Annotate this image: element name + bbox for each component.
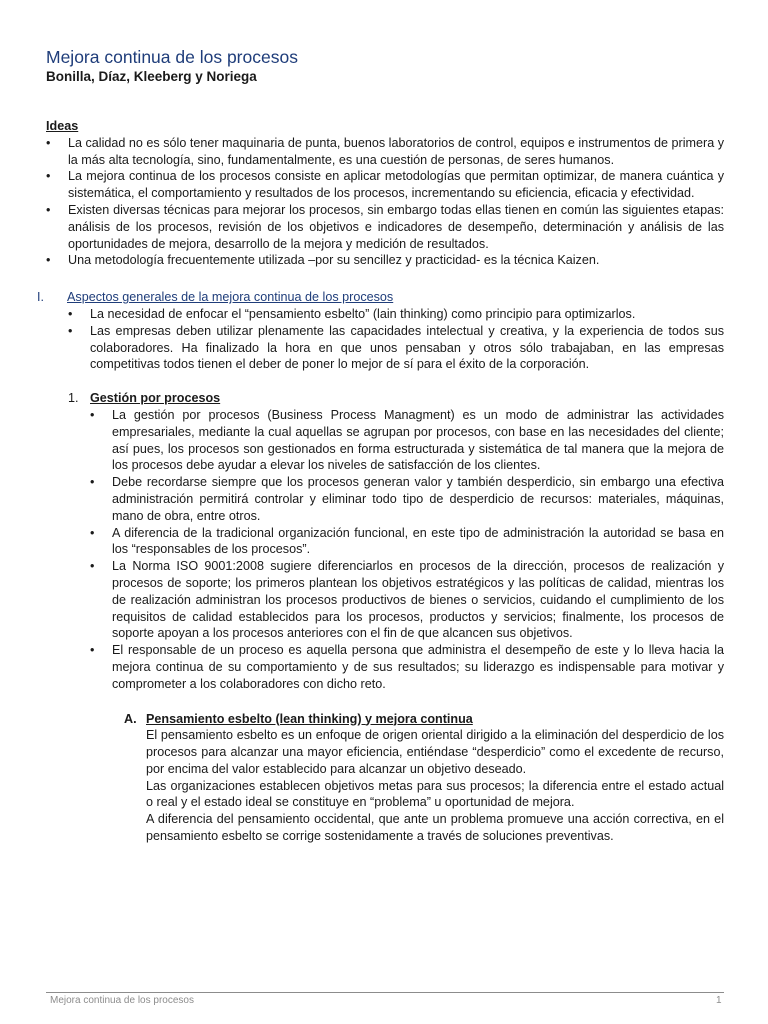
bullet-icon: • xyxy=(46,135,51,150)
footer-divider xyxy=(46,992,724,993)
list-item-text: La mejora continua de los procesos consiste en aplicar metodologías que permitan optimizar, de manera cuántica y sistemática, el comportamiento y resultados de los procesos, incrementando su eficiencia, eficacia y efectividad. xyxy=(68,169,724,201)
subsection-list xyxy=(90,407,724,693)
bullet-icon: • xyxy=(90,643,95,658)
list-item xyxy=(90,558,724,642)
list-item xyxy=(46,135,724,169)
ideas-heading: Ideas xyxy=(46,119,79,133)
list-item-text: La Norma ISO 9001:2008 sugiere diferenciarlos en procesos de la dirección, procesos de realización y procesos de soporte; los primeros plantean los objetivos estratégicos y las políticas de calidad, mientras los de realización administran los procesos productivos de bienes o servicios, cuidando el cumplimiento de los requisitos de calidad establecidos para los procesos, productos y servicios; finalmente, los procesos de soporte apoyan a los procesos anteriores con el fin de que alcancen sus objetivos. xyxy=(112,559,724,641)
footer-title: Mejora continua de los procesos xyxy=(50,995,194,1006)
section-number: I. xyxy=(37,290,44,305)
ideas-section xyxy=(46,118,724,269)
list-item-text: A diferencia de la tradicional organización funcional, en este tipo de administración la autoridad se basa en los “responsables de los procesos”. xyxy=(112,525,724,557)
bullet-icon: • xyxy=(90,525,95,540)
subsubsection-letter: A. xyxy=(124,711,137,726)
ideas-list xyxy=(46,135,724,269)
bullet-icon: • xyxy=(46,202,51,217)
list-item xyxy=(90,474,724,524)
section-list xyxy=(68,306,724,373)
list-item xyxy=(90,525,724,559)
bullet-icon: • xyxy=(46,253,51,268)
subsection-number: 1. xyxy=(68,391,79,406)
list-item-text: Debe recordarse siempre que los procesos generan valor y también desperdicio, sin embargo una efectiva administración permitirá controlar y eliminar todo tipo de desperdicio de recursos: materiales, máquinas, mano de obra, entre otros. xyxy=(112,475,724,523)
footer-page-number: 1 xyxy=(716,995,722,1006)
document-authors: Bonilla, Díaz, Kleeberg y Noriega xyxy=(46,69,257,84)
subsection-gestion-por-procesos xyxy=(68,390,724,845)
bullet-icon: • xyxy=(90,559,95,574)
list-item-text: La gestión por procesos (Business Process Managment) es un modo de administrar las actividades empresariales, mediante la cual aquellas se agrupan por procesos, con base en las necesidades del cliente; así pues, los procesos son gestionados en forma estructurada y sistemática de tal manera que la mejora de los procesos debe ayudar a elevar los niveles de satisfacción de los clientes. xyxy=(112,407,724,473)
list-item xyxy=(68,306,724,323)
bullet-icon: • xyxy=(90,407,95,422)
bullet-icon: • xyxy=(68,323,73,338)
paragraph: El pensamiento esbelto es un enfoque de origen oriental dirigido a la eliminación del desperdicio de los procesos para alcanzar una mayor eficiencia, entiéndase “desperdicio” como el excedente de recurso, por encima del valor establecido para alcanzar un objetivo deseado. xyxy=(146,728,724,776)
list-item xyxy=(46,202,724,252)
section-title: Aspectos generales de la mejora continua de los procesos xyxy=(67,290,394,305)
subsection-title: Gestión por procesos xyxy=(90,391,221,406)
section-aspectos-generales xyxy=(37,289,724,845)
list-item-text: Las empresas deben utilizar plenamente las capacidades intelectual y creativa, y la experiencia de todos sus colaboradores. Ha finalizado la hora en que unos pensaban y otros sólo trabajaban, en las empresas competitivas todos tienen el deber de poner lo mejor de sí para el éxito de la corporación. xyxy=(90,323,724,372)
list-item xyxy=(90,642,724,692)
list-item-text: Existen diversas técnicas para mejorar los procesos, sin embargo todas ellas tienen en común las siguientes etapas: análisis de los procesos, revisión de los objetivos e indicadores de desempeño, determinación y análisis de las oportunidades de mejora, desarrollo de la mejora y medición de resultados. xyxy=(68,202,724,251)
subsubsection-pensamiento-esbelto xyxy=(124,711,724,845)
list-item xyxy=(46,168,724,202)
list-item-text: El responsable de un proceso es aquella persona que administra el desempeño de este y lo lleva hacia la mejora continua de su comportamiento y de sus resultados; su liderazgo es indispensable para motivar y comprometer a los colaboradores con dicho reto. xyxy=(112,643,724,691)
bullet-icon: • xyxy=(46,169,51,184)
list-item xyxy=(90,407,724,474)
list-item-text: La calidad no es sólo tener maquinaria de punta, buenos laboratorios de control, equipos e instrumentos de primera y la más alta tecnología, sino, fundamentalmente, es una cuestión de personas, de seres humanos. xyxy=(68,135,724,167)
subsubsection-title: Pensamiento esbelto (lean thinking) y mejora continua xyxy=(146,711,473,726)
bullet-icon: • xyxy=(90,475,95,490)
list-item-text: Una metodología frecuentemente utilizada –por su sencillez y practicidad- es la técnica Kaizen. xyxy=(68,253,600,268)
paragraph: Las organizaciones establecen objetivos metas para sus procesos; la diferencia entre el estado actual o real y el estado ideal se constituye en “problema” u oportunidad de mejora. xyxy=(146,778,724,810)
list-item xyxy=(68,323,724,373)
bullet-icon: • xyxy=(68,306,73,321)
document-title: Mejora continua de los procesos xyxy=(46,47,298,67)
list-item-text: La necesidad de enfocar el “pensamiento esbelto” (lain thinking) como principio para optimizarlos. xyxy=(90,306,636,321)
paragraph: A diferencia del pensamiento occidental, que ante un problema promueve una acción correctiva, en el pensamiento esbelto se corrige sostenidamente a través de soluciones preventivas. xyxy=(146,812,724,844)
document-body xyxy=(37,118,724,845)
list-item xyxy=(46,252,724,269)
